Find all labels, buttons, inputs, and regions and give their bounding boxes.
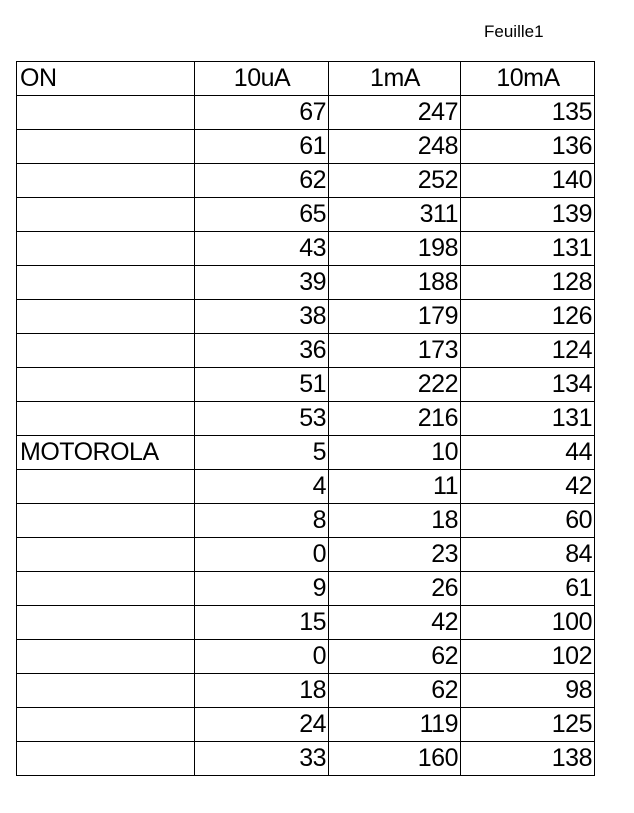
value-cell-1ma: 173 <box>329 334 461 368</box>
value-cell-1ma: 42 <box>329 606 461 640</box>
table-row <box>17 164 595 198</box>
table-row <box>17 130 595 164</box>
value-cell-1ma: 62 <box>329 640 461 674</box>
table-row <box>17 96 595 130</box>
value-cell-1ma: 26 <box>329 572 461 606</box>
table-row <box>17 266 595 300</box>
value-cell-10ua: 43 <box>195 232 329 266</box>
value-cell-1ma: 11 <box>329 470 461 504</box>
group-cell <box>17 402 195 436</box>
value-cell-10ua: 65 <box>195 198 329 232</box>
table-row <box>17 300 595 334</box>
table-row <box>17 470 595 504</box>
group-cell: MOTOROLA <box>17 436 195 470</box>
value-cell-10ua: 39 <box>195 266 329 300</box>
header-cell-10ua: 10uA <box>195 62 329 96</box>
table-row <box>17 640 595 674</box>
value-cell-1ma: 179 <box>329 300 461 334</box>
header-cell-1ma: 1mA <box>329 62 461 96</box>
group-cell <box>17 708 195 742</box>
header-cell-group: ON <box>17 62 195 96</box>
table-row <box>17 674 595 708</box>
group-cell <box>17 674 195 708</box>
value-cell-10ma: 126 <box>461 300 595 334</box>
table-row <box>17 436 595 470</box>
value-cell-10ma: 98 <box>461 674 595 708</box>
group-cell <box>17 640 195 674</box>
value-cell-10ua: 0 <box>195 538 329 572</box>
value-cell-10ma: 102 <box>461 640 595 674</box>
value-cell-10ua: 18 <box>195 674 329 708</box>
header-cell-10ma: 10mA <box>461 62 595 96</box>
value-cell-10ua: 36 <box>195 334 329 368</box>
table-row <box>17 198 595 232</box>
value-cell-1ma: 216 <box>329 402 461 436</box>
table-row <box>17 232 595 266</box>
group-cell <box>17 334 195 368</box>
sheet-title: Feuille1 <box>484 22 544 41</box>
group-cell <box>17 538 195 572</box>
value-cell-1ma: 311 <box>329 198 461 232</box>
value-cell-1ma: 23 <box>329 538 461 572</box>
value-cell-10ua: 33 <box>195 742 329 776</box>
table-row <box>17 334 595 368</box>
value-cell-10ma: 134 <box>461 368 595 402</box>
table-row <box>17 606 595 640</box>
value-cell-10ua: 51 <box>195 368 329 402</box>
group-cell <box>17 504 195 538</box>
group-cell <box>17 368 195 402</box>
value-cell-10ua: 38 <box>195 300 329 334</box>
value-cell-10ua: 24 <box>195 708 329 742</box>
value-cell-10ma: 131 <box>461 232 595 266</box>
table-row <box>17 742 595 776</box>
group-cell <box>17 300 195 334</box>
table-row <box>17 504 595 538</box>
value-cell-10ma: 128 <box>461 266 595 300</box>
value-cell-1ma: 248 <box>329 130 461 164</box>
value-cell-1ma: 252 <box>329 164 461 198</box>
value-cell-10ua: 62 <box>195 164 329 198</box>
value-cell-10ma: 84 <box>461 538 595 572</box>
value-cell-10ma: 60 <box>461 504 595 538</box>
value-cell-1ma: 119 <box>329 708 461 742</box>
value-cell-1ma: 188 <box>329 266 461 300</box>
value-cell-10ma: 124 <box>461 334 595 368</box>
group-cell <box>17 96 195 130</box>
table-row <box>17 368 595 402</box>
value-cell-10ma: 135 <box>461 96 595 130</box>
value-cell-10ua: 5 <box>195 436 329 470</box>
value-cell-10ma: 100 <box>461 606 595 640</box>
value-cell-10ua: 61 <box>195 130 329 164</box>
value-cell-10ua: 4 <box>195 470 329 504</box>
table-row <box>17 572 595 606</box>
value-cell-1ma: 247 <box>329 96 461 130</box>
group-cell <box>17 198 195 232</box>
group-cell <box>17 232 195 266</box>
value-cell-10ma: 125 <box>461 708 595 742</box>
value-cell-10ua: 15 <box>195 606 329 640</box>
group-cell <box>17 470 195 504</box>
value-cell-10ma: 140 <box>461 164 595 198</box>
value-cell-1ma: 160 <box>329 742 461 776</box>
value-cell-1ma: 198 <box>329 232 461 266</box>
header-row <box>17 62 595 96</box>
value-cell-1ma: 62 <box>329 674 461 708</box>
group-cell <box>17 572 195 606</box>
value-cell-10ma: 136 <box>461 130 595 164</box>
value-cell-10ua: 8 <box>195 504 329 538</box>
value-cell-1ma: 10 <box>329 436 461 470</box>
value-cell-10ma: 42 <box>461 470 595 504</box>
table-row <box>17 708 595 742</box>
value-cell-10ma: 131 <box>461 402 595 436</box>
value-cell-10ma: 139 <box>461 198 595 232</box>
value-cell-1ma: 222 <box>329 368 461 402</box>
value-cell-10ua: 67 <box>195 96 329 130</box>
table-row <box>17 538 595 572</box>
value-cell-10ma: 138 <box>461 742 595 776</box>
value-cell-10ua: 0 <box>195 640 329 674</box>
value-cell-1ma: 18 <box>329 504 461 538</box>
group-cell <box>17 130 195 164</box>
value-cell-10ua: 9 <box>195 572 329 606</box>
group-cell <box>17 606 195 640</box>
value-cell-10ma: 44 <box>461 436 595 470</box>
table-row <box>17 402 595 436</box>
value-cell-10ma: 61 <box>461 572 595 606</box>
value-cell-10ua: 53 <box>195 402 329 436</box>
group-cell <box>17 266 195 300</box>
data-table <box>16 61 595 776</box>
group-cell <box>17 164 195 198</box>
group-cell <box>17 742 195 776</box>
